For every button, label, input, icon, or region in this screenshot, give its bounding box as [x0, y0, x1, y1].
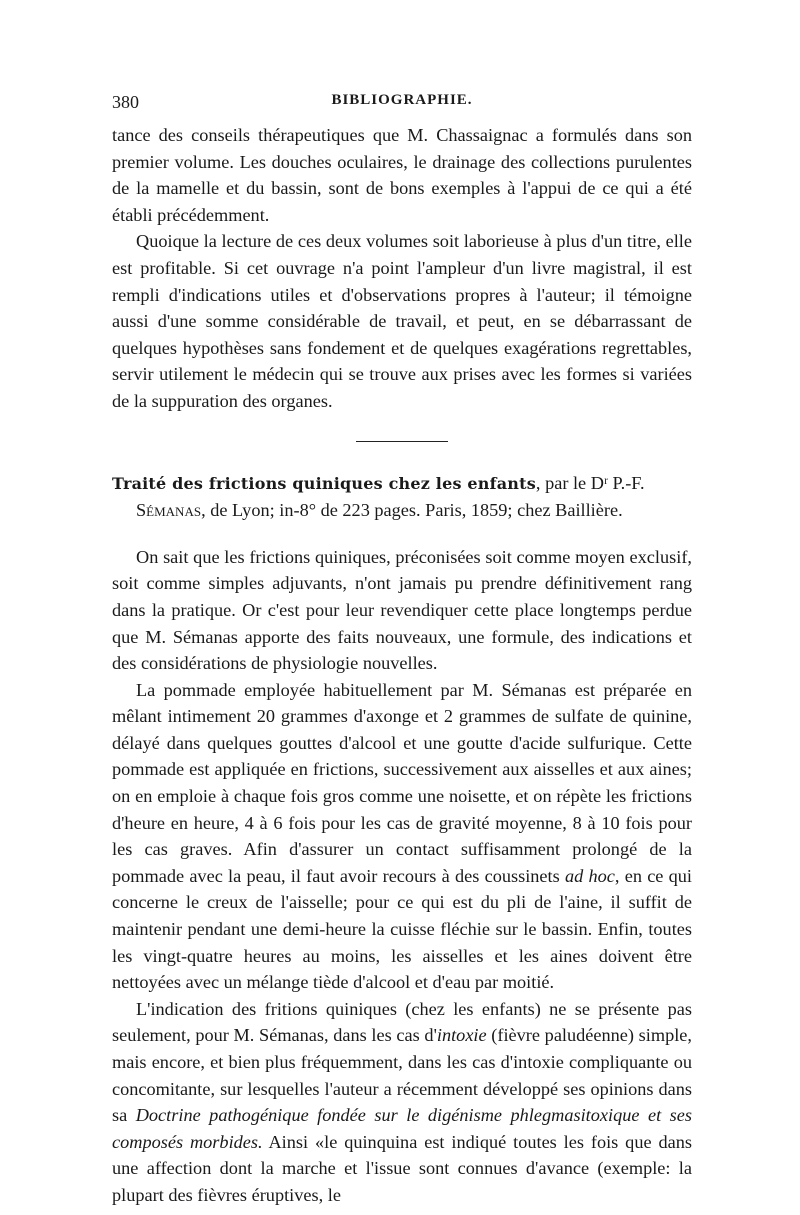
review-paragraph-2-italic: ad hoc — [564, 865, 615, 886]
review-paragraph-2 — [112, 677, 692, 996]
review-paragraph-2-part-b: , en ce qui concerne le creux de l'aisselle; pour ce qui est du pli de l'aine, il suffit de maintenir pendant une demi-heure la cuisse fléchie sur le bassin. Enfin, toutes les vingt-quatre heures au moins, les aisselles et les aines doivent être nettoyées avec un mélange tiède d'alcool et d'eau par moitié. — [112, 865, 693, 993]
review-heading — [112, 470, 692, 524]
page-header — [112, 92, 692, 122]
continuation-paragraph-2: Quoique la lecture de ces deux volumes soit laborieuse à plus d'un titre, elle est profitable. Si cet ouvrage n'a point l'ampleur d'un livre magistral, il est rempli d'indications utiles et d'observations propres à l'auteur; il témoigne aussi d'une somme considérable de travail, et peut, en se débarrassant de quelques hypothèses sans fondement et de quelques exagérations regrettables, servir utilement le médecin qui se trouve aux prises avec les formes si variées de la suppuration des organes. — [112, 231, 692, 411]
running-head: BIBLIOGRAPHIE. — [331, 92, 473, 108]
review-paragraph-3-part-a: L'indication des fritions quiniques (chez les enfants) ne se présente pas seulement, pour M. Sémanas, dans les cas d' — [112, 998, 692, 1046]
review-paragraph-3 — [112, 996, 692, 1209]
review-paragraph-3-italic-1: intoxie — [436, 1025, 487, 1046]
review-publication: , de Lyon; in-8° de 223 pages. Paris, 1859; chez Baillière. — [201, 500, 623, 521]
review-author-name: Sémanas — [136, 500, 202, 521]
review-paragraph-1: On sait que les frictions quiniques, préconisées soit comme moyen exclusif, soit comme simples adjuvants, n'ont jamais pu prendre définitivement rang dans la pratique. Or c'est pour leur revendiquer cette place longtemps perdue que M. Sémanas apporte des faits nouveaux, une formule, des indications et des considérations de physiologie nouvelles. — [112, 546, 692, 674]
page-number: 380 — [112, 92, 139, 112]
review-paragraph-2-part-a: La pommade employée habituellement par M. Sémanas est préparée en mêlant intimement 20 grammes d'axonge et 2 grammes de sulfate de quinine, délayé dans quelques gouttes d'alcool et une goutte d'acide sulfurique. Cette pommade est appliquée en frictions, successivement aux aisselles et aux aines; on en emploie à chaque fois gros comme une noisette, et on répète les frictions d'heure en heure, 4 à 6 fois pour les cas de gravité moyenne, 8 à 10 fois pour les cas graves. Afin d'assurer un contact suffisamment prolongé de la pommade avec la peau, il faut avoir recours à des coussinets — [112, 679, 692, 886]
review-paragraph-3-italic-2: Doctrine pathogénique fondée sur le digénisme phlegmasitoxique et ses composés morbides. — [112, 1105, 692, 1152]
review-paragraph-3-part-c: Ainsi «le quinquina est indiqué toutes les fois que dans une affection dont la marche et l'issue sont connues d'avance (exemple: la plupart des fièvres éruptives, le — [112, 1131, 692, 1205]
review-author-prefix: , par le Dʳ P.-F. — [535, 472, 645, 493]
review-paragraph-3-part-b: (fièvre paludéenne) simple, mais encore, et bien plus fréquemment, dans les cas d'intoxie compliquante ou concomitante, sur lesquelles l'auteur a récemment développé ses opinions dans sa — [112, 1025, 692, 1126]
section-divider — [356, 441, 448, 442]
continuation-paragraph-1: tance des conseils thérapeutiques que M. Chassaignac a formulés dans son premier volume. Les douches oculaires, le drainage des collections purulentes de la mamelle et du bassin, sont de bons exemples à l'appui de ce qui a été établi précédemment. — [112, 125, 692, 225]
review-title: Traité des frictions quiniques chez les enfants — [112, 473, 536, 493]
